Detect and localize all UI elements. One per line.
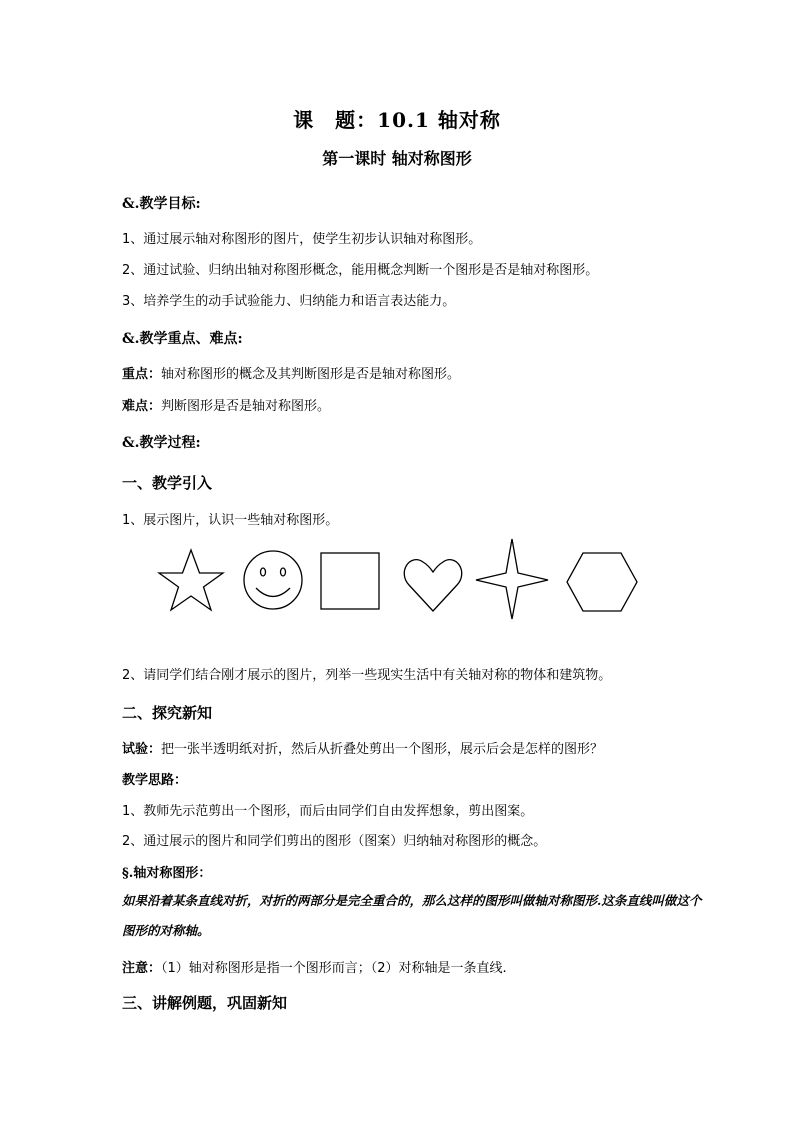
lesson-title: 课 题：10.1 轴对称 <box>293 108 501 132</box>
note-line <box>122 957 507 976</box>
section3-heading: 三、讲解例题，巩固新知 <box>122 994 288 1012</box>
process-heading: &.教学过程: <box>122 435 201 451</box>
objective-item: 3、培养学生的动手试验能力、归纳能力和语言表达能力。 <box>122 294 456 309</box>
section2-heading: 二、探究新知 <box>122 704 213 722</box>
note-label: 注意： <box>122 961 162 976</box>
definition-heading: §.轴对称图形： <box>122 866 212 881</box>
lesson-subtitle: 第一课时 轴对称图形 <box>322 149 472 168</box>
objective-item: 2、通过试验、归纳出轴对称图形概念，能用概念判断一个图形是否是轴对称图形。 <box>122 263 599 278</box>
difficulty-line <box>122 395 330 414</box>
objectives-heading: &.教学目标: <box>122 196 201 212</box>
idea-label: 教学思路： <box>122 773 188 788</box>
difficulty-label: 难点： <box>122 399 162 414</box>
smiley-face-icon <box>244 551 302 609</box>
key-point-line <box>122 363 460 382</box>
key-label: 重点： <box>122 367 162 382</box>
experiment-label: 试验： <box>122 742 162 757</box>
four-point-star-icon <box>476 539 548 619</box>
difficulty-text: 判断图形是否是轴对称图形。 <box>161 399 331 414</box>
hexagon-icon <box>567 553 637 611</box>
square-icon <box>321 553 379 609</box>
section1-item: 1、展示图片，认识一些轴对称图形。 <box>122 513 339 528</box>
step-item: 2、通过展示的图片和同学们剪出的图形（图案）归纳轴对称图形的概念。 <box>122 834 547 849</box>
heart-icon <box>404 560 461 611</box>
section1-heading: 一、教学引入 <box>122 474 213 492</box>
section1-item: 2、请同学们结合刚才展示的图片，列举一些现实生活中有关轴对称的物体和建筑物。 <box>122 668 612 683</box>
key-points-heading: &.教学重点、难点: <box>122 331 243 347</box>
definition-text: 如果沿着某条直线对折，对折的两部分是完全重合的，那么这样的图形叫做轴对称图形.这条直线叫做这个图形的对称轴。 <box>122 893 702 938</box>
objective-item: 1、通过展示轴对称图形的图片，使学生初步认识轴对称图形。 <box>122 232 482 247</box>
experiment-text: 把一张半透明纸对折，然后从折叠处剪出一个图形，展示后会是怎样的图形？ <box>161 742 604 757</box>
shape-gallery <box>150 535 650 625</box>
experiment-line <box>122 738 603 757</box>
step-item: 1、教师先示范剪出一个图形，而后由同学们自由发挥想象，剪出图案。 <box>122 804 534 819</box>
star-icon <box>159 550 223 610</box>
key-text: 轴对称图形的概念及其判断图形是否是轴对称图形。 <box>161 367 461 382</box>
note-text: （1）轴对称图形是指一个图形而言；（2）对称轴是一条直线. <box>161 961 507 976</box>
